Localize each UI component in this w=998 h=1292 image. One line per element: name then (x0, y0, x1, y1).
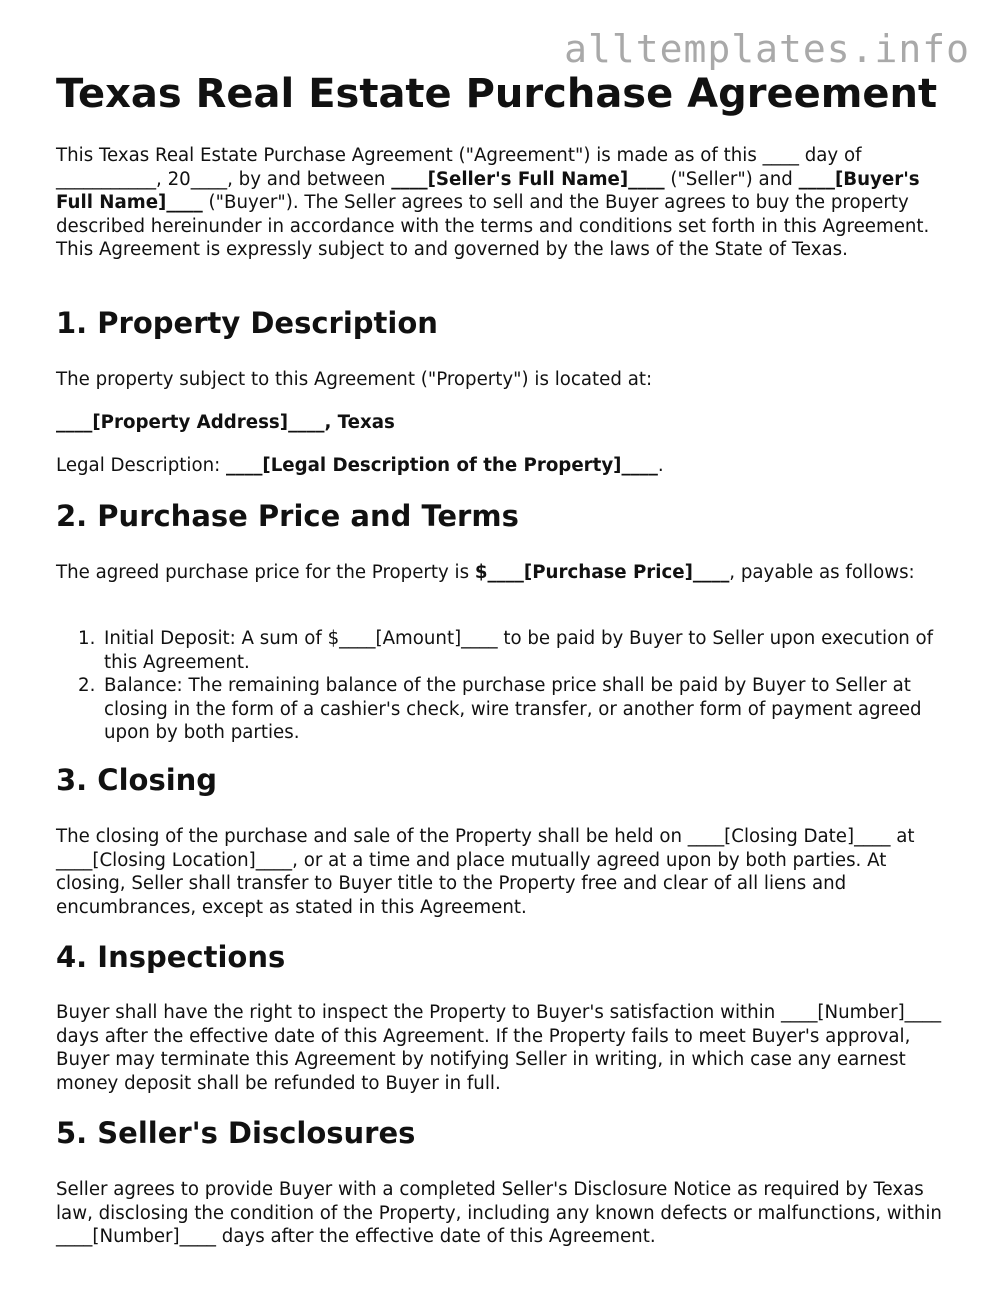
list-item-number: 2. (78, 675, 96, 696)
buyer-name-field: ____[Buyer's Full Name]____ (56, 168, 920, 213)
legal-description-label: Legal Description: (56, 455, 227, 476)
payment-terms-list (56, 627, 946, 745)
section-5-heading: 5. Seller's Disclosures (56, 1116, 416, 1150)
section-1-text: The property subject to this Agreement ("Property") is located at: (56, 369, 653, 390)
purchase-price-field: $____[Purchase Price]____ (474, 562, 730, 583)
property-address-field: ____[Property Address]____, Texas (56, 412, 395, 433)
list-item (56, 627, 946, 674)
section-3-text: The closing of the purchase and sale of the Property shall be held on ____[Closing Date]____ at ____[Closing Location]____, or at a time and place mutually agreed upon by both parties. At closing, Seller shall transfer to Buyer title to the Property free and clear of all liens and encumbrances, except as stated in this Agreement. (56, 826, 915, 918)
section-2-text-2: , payable as follows: (729, 562, 915, 583)
watermark: alltemplates.info (564, 27, 970, 71)
legal-description-line (56, 454, 946, 478)
list-item-number: 1. (78, 628, 96, 649)
legal-description-field: ____[Legal Description of the Property]____ (226, 455, 658, 476)
list-item (56, 674, 946, 745)
seller-name-field: ____[Seller's Full Name]____ (391, 168, 665, 190)
section-5-text: Seller agrees to provide Buyer with a completed Seller's Disclosure Notice as required by Texas law, disclosing the condition of the Property, including any known defects or malfunctions, within ____[Number]____ days after the effective date of this Agreement. (56, 1179, 942, 1247)
list-item-text: Initial Deposit: A sum of $____[Amount]____ to be paid by Buyer to Seller upon execution of this Agreement. (104, 628, 934, 673)
intro-text-1: This Texas Real Estate Purchase Agreement ("Agreement") is made as of this ____ day of ___________, 20____, by and between (56, 145, 862, 190)
document-title: Texas Real Estate Purchase Agreement (56, 71, 938, 117)
intro-text-3: ("Buyer"). The Seller agrees to sell and the Buyer agrees to buy the property described hereinunder in accordance with the terms and conditions set forth in this Agreement. This Agreement is expressly subject to and governed by the laws of the State of Texas. (56, 192, 930, 260)
section-2-heading: 2. Purchase Price and Terms (56, 499, 519, 533)
section-2-text (56, 561, 946, 585)
section-3-heading: 3. Closing (56, 763, 218, 797)
intro-paragraph (56, 144, 946, 262)
legal-description-end: . (657, 455, 664, 476)
list-item-text: Balance: The remaining balance of the purchase price shall be paid by Buyer to Seller at closing in the form of a cashier's check, wire transfer, or another form of payment agreed upon by both parties. (104, 675, 922, 743)
intro-text-2: ("Seller") and (664, 168, 799, 190)
section-2-text-1: The agreed purchase price for the Property is (56, 562, 475, 583)
section-4-text: Buyer shall have the right to inspect the Property to Buyer's satisfaction within ____[Number]____ days after the effective date of this Agreement. If the Property fails to meet Buyer's approval, Buyer may terminate this Agreement by notifying Seller in writing, in which case any earnest money deposit shall be refunded to Buyer in full. (56, 1002, 942, 1094)
section-4-heading: 4. Inspections (56, 940, 286, 974)
section-1-heading: 1. Property Description (56, 306, 438, 340)
